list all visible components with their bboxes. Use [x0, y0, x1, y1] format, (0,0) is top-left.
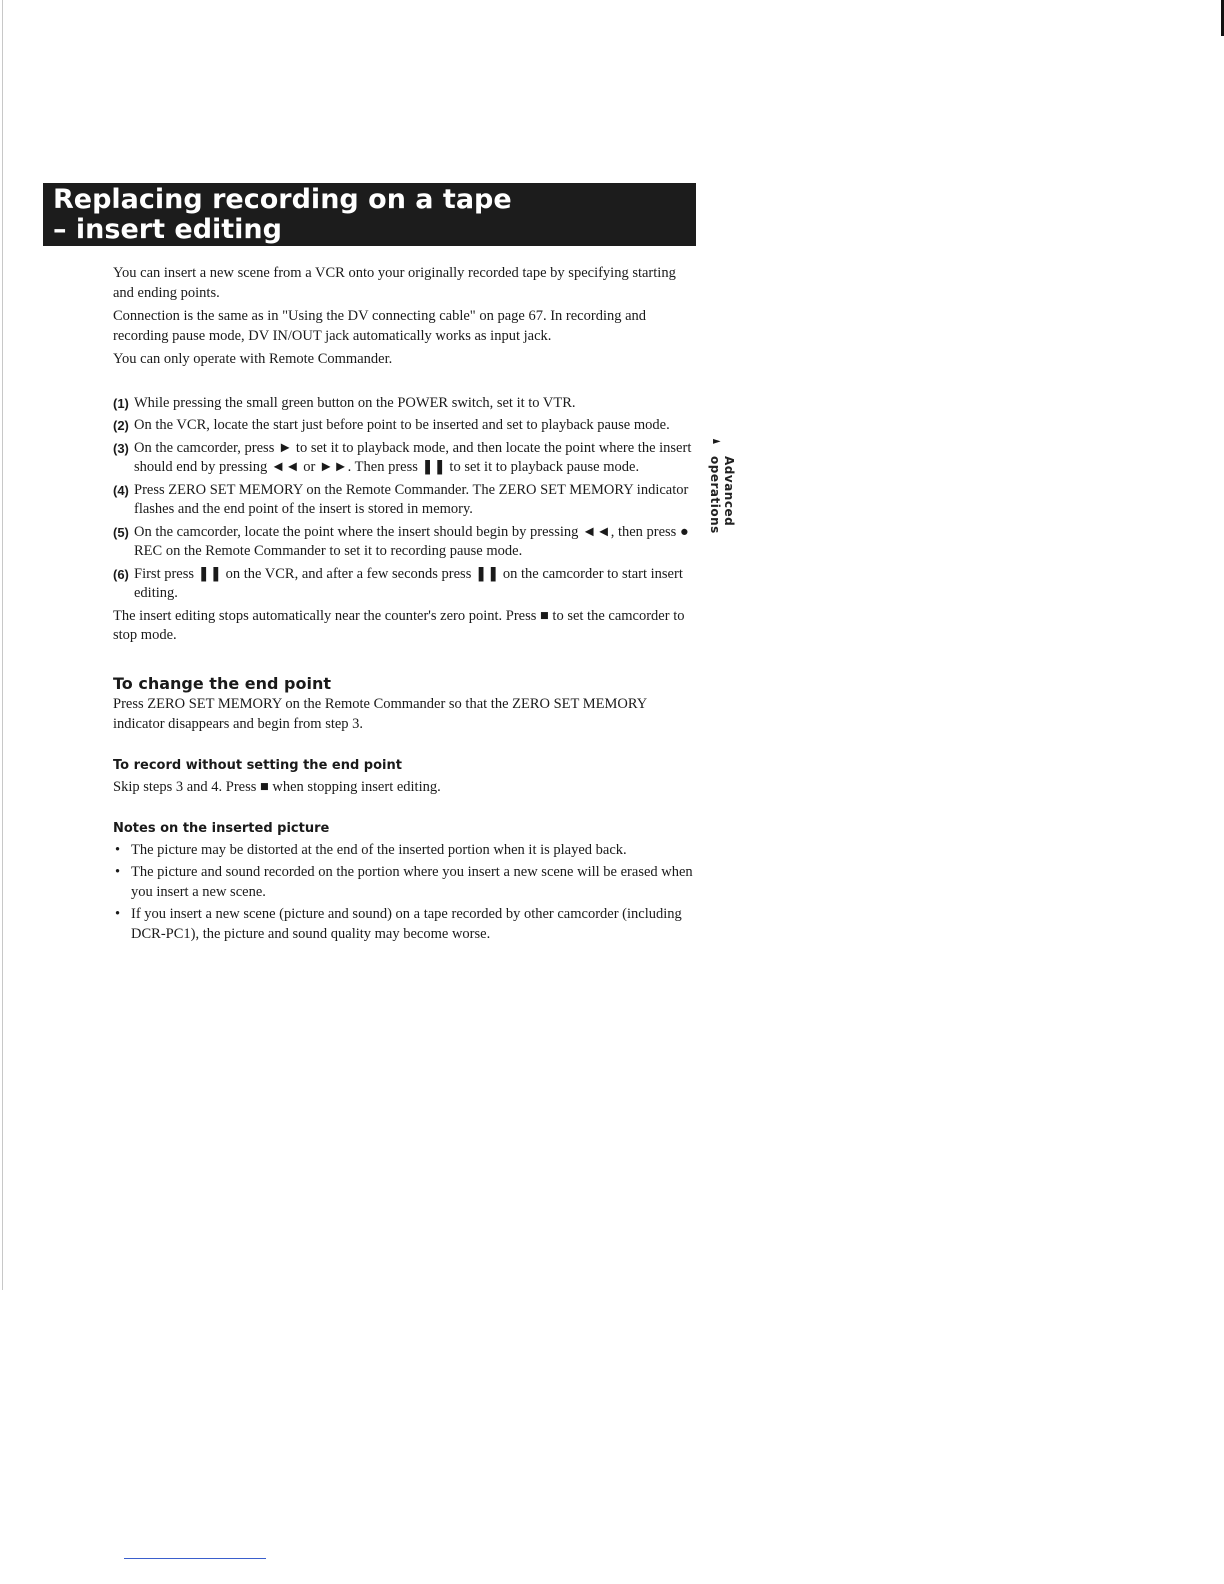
notes-heading: Notes on the inserted picture — [113, 821, 330, 836]
step-text: Press ZERO SET MEMORY on the Remote Commander. The ZERO SET MEMORY indicator flashes and the end point of the insert is stored in memory. — [134, 481, 689, 517]
step-text: On the camcorder, locate the point where the insert should begin by pressing ◄◄, then press ● REC on the Remote Commander to set it to recording pause mode. — [134, 523, 689, 559]
step-item — [113, 394, 693, 414]
step-list — [113, 394, 693, 604]
step-item — [113, 481, 693, 520]
change-end-text: Press ZERO SET MEMORY on the Remote Commander so that the ZERO SET MEMORY indicator disappears and begin from step 3. — [113, 696, 647, 732]
note-item: • The picture and sound recorded on the portion where you insert a new scene will be erased when you insert a new scene. — [113, 863, 693, 902]
note-item: • If you insert a new scene (picture and sound) on a tape recorded by other camcorder (including DCR-PC1), the picture and sound quality may become worse. — [113, 905, 693, 944]
step-item — [113, 416, 693, 436]
step-number: (5) — [113, 524, 129, 540]
record-without-text: Skip steps 3 and 4. Press ■ when stopping insert editing. — [113, 778, 441, 795]
step-text: While pressing the small green button on the POWER switch, set it to VTR. — [134, 394, 576, 411]
step-item — [113, 439, 693, 478]
section-title-bar — [43, 183, 696, 246]
intro-paragraph-2: Connection is the same as in "Using the DV connecting cable" on page 67. In recording and recording pause mode, DV IN/OUT jack automatically works as input jack. — [113, 308, 647, 344]
step-item — [113, 565, 693, 604]
section-arrow-icon: ► — [713, 436, 721, 447]
section-side-tab — [708, 436, 736, 596]
note-item: • The picture may be distorted at the end of the inserted portion when it is played back. — [113, 841, 693, 861]
step-number: (6) — [113, 566, 129, 582]
step-item — [113, 523, 693, 562]
title-line-2: – insert editing — [53, 214, 282, 245]
intro-paragraph-3: You can only operate with Remote Commander. — [113, 351, 393, 367]
step-text: On the camcorder, press ► to set it to playback mode, and then locate the point where the insert should end by pressing ◄◄ or ►►. Then press ❚❚ to set it to playback pause mode. — [134, 439, 692, 475]
section-tab-label: Advanced operations — [708, 456, 736, 534]
step-number: (3) — [113, 440, 129, 456]
step-text: First press ❚❚ on the VCR, and after a few seconds press ❚❚ on the camcorder to start insert editing. — [134, 565, 683, 601]
step-text: On the VCR, locate the start just before point to be inserted and set to playback pause mode. — [134, 417, 670, 433]
after-steps-text: The insert editing stops automatically near the counter's zero point. Press ■ to set the camcorder to stop mode. — [113, 607, 685, 643]
record-without-heading: To record without setting the end point — [113, 758, 402, 773]
step-number: (2) — [113, 418, 129, 433]
footer-rule — [124, 1558, 266, 1559]
main-content — [113, 264, 693, 947]
spacer — [113, 374, 693, 394]
title-line-1: Replacing recording on a tape — [53, 184, 512, 215]
step-number: (4) — [113, 482, 129, 498]
notes-list — [113, 841, 693, 945]
intro-paragraph-1: You can insert a new scene from a VCR onto your originally recorded tape by specifying starting and ending points. — [113, 265, 676, 301]
step-number: (1) — [113, 395, 129, 411]
page-edge-left — [2, 0, 3, 1290]
change-end-heading: To change the end point — [113, 673, 331, 693]
